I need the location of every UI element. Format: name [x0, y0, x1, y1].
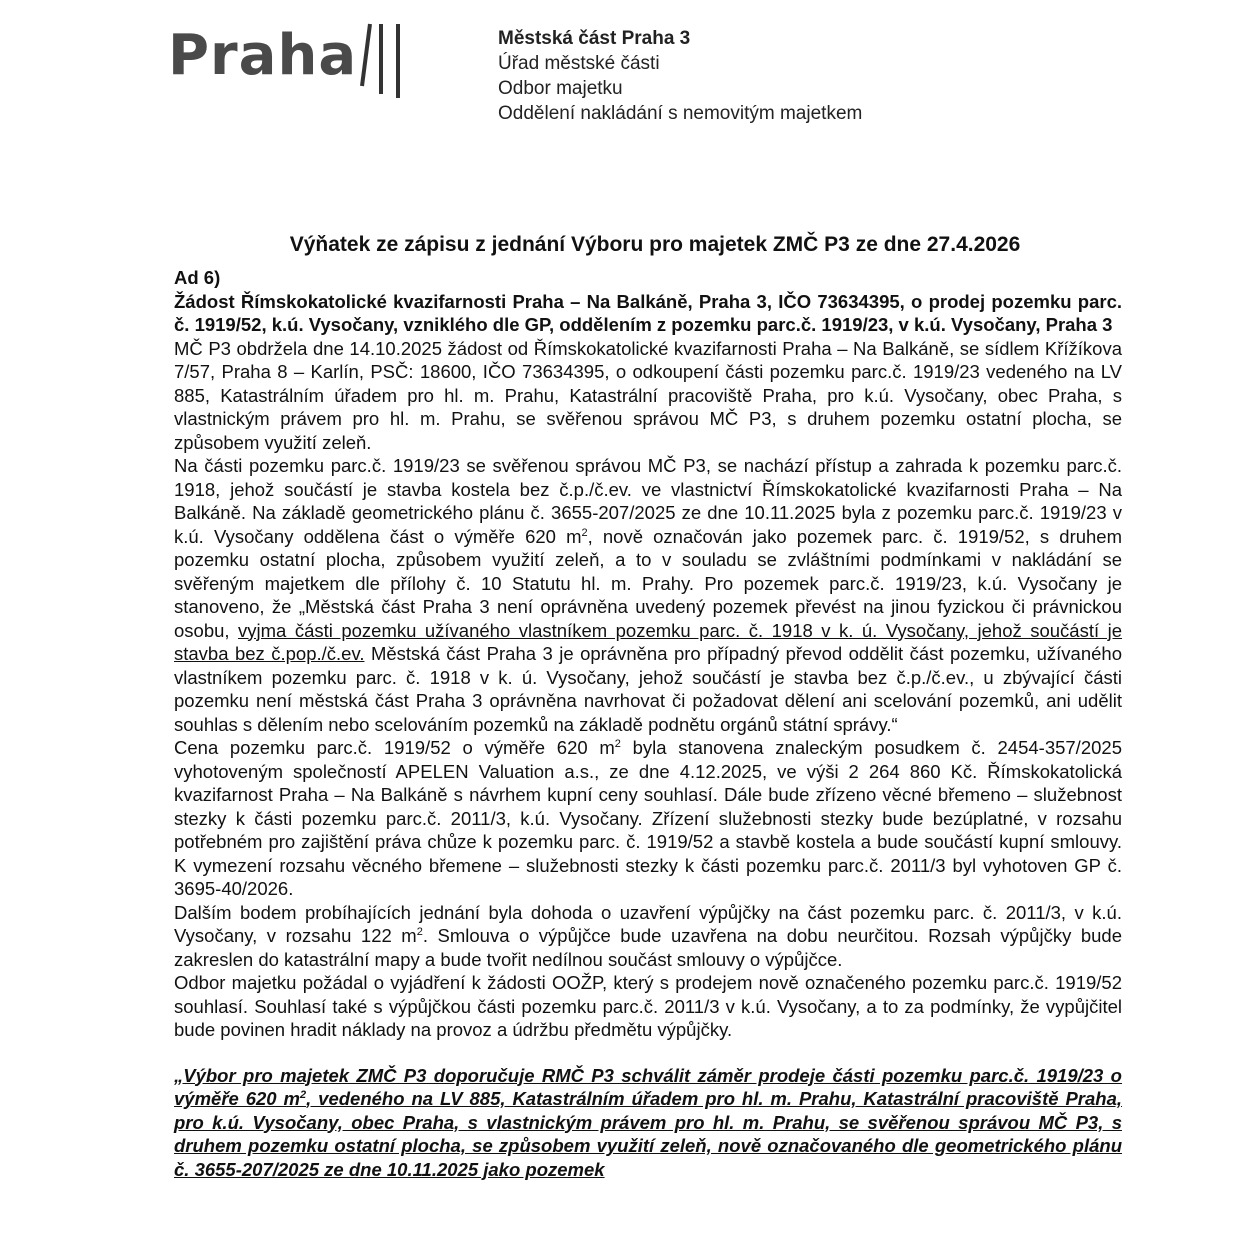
paragraph-text: Dalším bodem probíhajících jednání byla dohoda o uzavření výpůjčky na část pozemku parc. č. 2011/3, v k.ú. Vysočany, v rozsahu 122 m — [174, 901, 1122, 946]
superscript: 2 — [614, 737, 621, 750]
paragraph-price — [174, 736, 1122, 901]
office-address-block — [498, 26, 862, 126]
paragraph-text: Městská část Praha 3 je oprávněna pro případný převod oddělit část pozemku, užívaného vlastníkem pozemku parc. č. 1918 v k. ú. Vysočany, jehož součástí je stavba bez č.p./č.ev., u zbývající části pozemku není městská část Praha 3 oprávněna navrhovat či požadovat dělení ani scelování pozemků, ani udělit souhlas s dělením nebo scelováním pozemků na základě podnětu orgánů státní správy.“ — [174, 643, 1122, 735]
paragraph-request: MČ P3 obdržela dne 14.10.2025 žádost od Římskokatolické kvazifarnosti Praha – Na Balkáně, se sídlem Křížíkova 7/57, Praha 8 – Karlín, PSČ: 18600, IČO 73634395, o odkoupení části pozemku parc.č. 1919/23 vedeného na LV 885, Katastrálním úřadem pro hl. m. Prahu, Katastrální pracoviště Praha, pro k.ú. Vysočany, obec Praha, s vlastnickým právem pro hl. m. Prahu, se svěřenou správou MČ P3, s druhem pozemku ostatní plocha, se způsobem využití zeleň. — [174, 337, 1122, 453]
logo-bars-icon — [340, 16, 410, 102]
paragraph-text: byla stanovena znaleckým posudkem č. 2454-357/2025 vyhotoveným společností APELEN Valuation a.s., ze dne 4.12.2025, ve výši 2 264 860 Kč. Římskokatolická kvazifarnost Praha – Na Balkáně s návrhem kupní ceny souhlasí. Dále bude zřízeno věcné břemeno – služebnost stezky k části pozemku parc.č. 2011/3, k.ú. Vysočany. Zřízení služebnosti stezky bude bezúplatné, v rozsahu potřebném pro zajištění práva chůze k pozemku parc. č. 1919/52 a stavbě kostela a bude součástí kupní smlouvy. K vymezení rozsahu věcného břemene – služebnosti stezky k části pozemku parc.č. 2011/3 byl vyhotoven GP č. 3695-40/2026. — [174, 737, 1122, 899]
superscript: 2 — [299, 1088, 307, 1101]
spacer — [174, 1042, 1122, 1064]
paragraph-text: Cena pozemku parc.č. 1919/52 o výměře 620 m — [174, 737, 615, 758]
underlined-statute-text: vyjma části pozemku užívaného vlastníkem pozemku parc. č. 1918 v k. ú. Vysočany, jehož součástí je stavba bez č.pop./č.ev. — [174, 619, 1123, 664]
committee-resolution — [174, 1064, 1122, 1182]
item-subject: Žádost Římskokatolické kvazifarnosti Praha – Na Balkáně, Praha 3, IČO 73634395, o prodej pozemku parc. č. 1919/52, k.ú. Vysočany, vzniklého dle GP, oddělením z pozemku parc.č. 1919/23, v k.ú. Vysočany, Praha 3 — [174, 290, 1122, 335]
office-authority: Úřad městské části — [498, 53, 660, 74]
resolution-text: , vedeného na LV 885, Katastrálním úřadem pro hl. m. Prahu, Katastrální pracoviště Praha, pro k.ú. Vysočany, obec Praha, s vlastnickým právem pro hl. m. Prahu, se svěřenou správou MČ P3, s druhem pozemku ostatní plocha, se způsobem využití zeleň, nově označovaného dle geometrického plánu č. 3655-207/2025 ze dne 10.11.2025 jako pozemek — [174, 1088, 1123, 1180]
office-district: Městská část Praha 3 — [498, 28, 691, 49]
superscript: 2 — [581, 526, 588, 539]
item-number: Ad 6) — [174, 267, 221, 288]
paragraph-text: Na části pozemku parc.č. 1919/23 se svěřenou správou MČ P3, se nachází přístup a zahrada k pozemku parc.č. 1918, jehož součástí je stavba kostela bez č.p./č.ev. ve vlastnictví Římskokatolické kvazifarnosti Praha – Na Balkáně. Na základě geometrického plánu č. 3655-207/2025 ze dne 10.11.2025 byla z pozemku parc.č. 1919/23 v k.ú. Vysočany oddělena část o výměře 620 m — [174, 455, 1122, 547]
office-section: Oddělení nakládání s nemovitým majetkem — [498, 103, 863, 124]
document-title: Výňatek ze zápisu z jednání Výboru pro majetek ZMČ P3 ze dne 27.4.2026 — [289, 233, 1021, 256]
paragraph-ooozp-opinion: Odbor majetku požádal o vyjádření k žádosti OOŽP, který s prodejem nově označeného pozemku parc.č. 1919/52 souhlasí. Souhlasí také s výpůjčkou části pozemku parc.č. 2011/3 v k.ú. Vysočany, a to za podmínky, že vypůjčitel bude povinen hradit náklady na provoz a údržbu předmětu výpůjčky. — [174, 972, 1122, 1040]
paragraph-text: . Smlouva o výpůjčce bude uzavřena na dobu neurčitou. Rozsah výpůjčky bude zakreslen do katastrální mapy a bude tvořit nedílnou součást smlouvy o výpůjčce. — [174, 925, 1122, 970]
office-department: Odbor majetku — [498, 78, 623, 99]
paragraph-parcel-details — [174, 454, 1122, 736]
resolution-text: „Výbor pro majetek ZMČ P3 doporučuje RMČ P3 schválit záměr prodeje části pozemku parc.č. 1919/23 o výměře 620 m — [174, 1064, 1122, 1109]
logo-wordmark: Praha — [168, 23, 358, 88]
superscript: 2 — [416, 925, 423, 938]
paragraph-text: , nově označován jako pozemek parc. č. 1919/52, s druhem pozemku ostatní plocha, způsobem využití zeleň, a to v souladu se zvláštními podmínkami v nakládání se svěřeným majetkem dle přílohy č. 10 Statutu hl. m. Prahy. Pro pozemek parc.č. 1919/23, k.ú. Vysočany je stanoveno, že „Městská část Praha 3 není oprávněna uvedený pozemek převést na jinou fyzickou či právnickou osobu, — [174, 525, 1123, 641]
paragraph-loan — [174, 901, 1122, 972]
document-body — [174, 266, 1122, 1181]
